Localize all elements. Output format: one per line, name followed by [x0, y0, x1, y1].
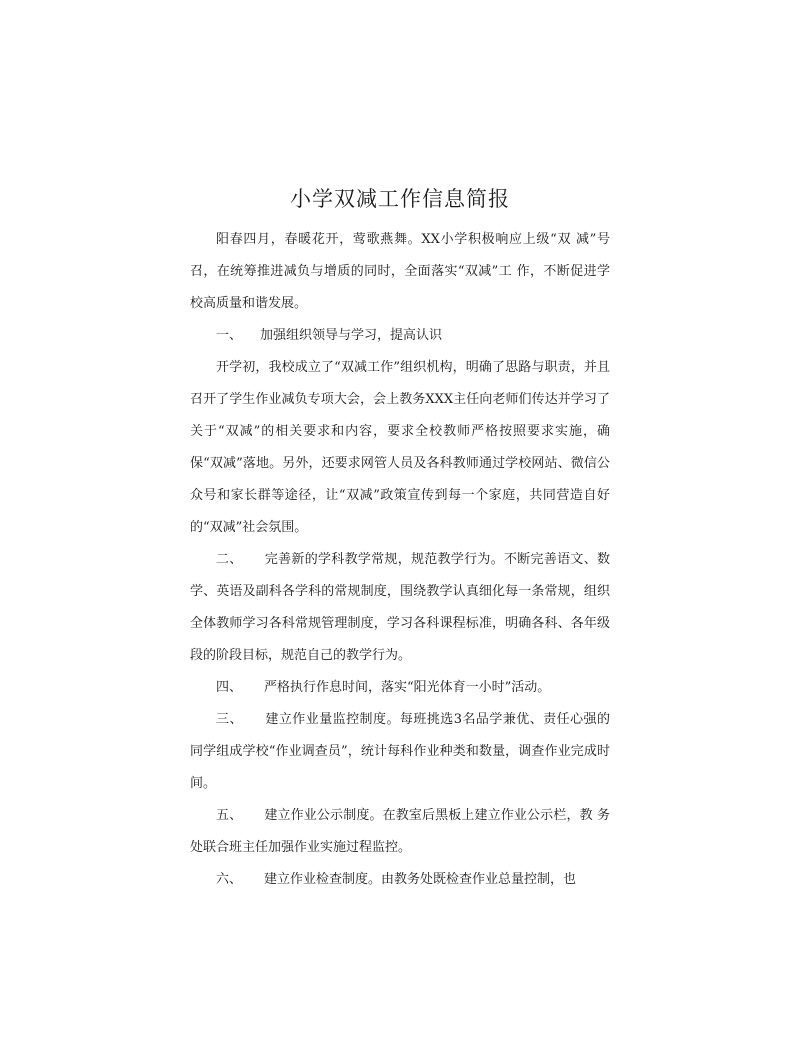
section-heading-text-1: 加强组织领导与学习，提高认识: [260, 328, 443, 343]
section-paragraph-5: [190, 800, 610, 864]
section-paragraph-6: [190, 864, 610, 896]
document-page: [190, 182, 610, 896]
section-paragraph-3: [190, 672, 610, 704]
document-title: 小学双减工作信息简报: [290, 187, 510, 211]
section-number-1: 一、: [216, 328, 243, 343]
section-number-5: 五、: [216, 808, 243, 823]
section-text-3: 严格执行作息时间，落实“阳光体育一小时”活动。: [264, 680, 551, 695]
section-paragraph-4: [190, 704, 610, 800]
section-text-5: 建立作业公示制度。在教室后黑板上建立作业公示栏，教 务处联合班主任加强作业实施过程监控。: [190, 808, 610, 855]
section-number-2: 二、: [216, 552, 243, 567]
section-text-4: 建立作业量监控制度。每班挑选3名品学兼优、责任心强的同学组成学校“作业调查员”，统计每科作业种类和数量，调查作业完成时间。: [190, 712, 610, 791]
section-body-1: 开学初，我校成立了“双减工作”组织机构，明确了思路与职责，并且召开了学生作业减负专项大会，会上教务XXX主任向老师们传达并学习了关于“双减”的相关要求和内容，要求全校教师严格按照要求实施，确保“双减”落地。另外，还要求网管人员及各科教师通过学校网站、微信公众号和家长群等途径，让“双减”政策宣传到每一个家庭，共同营造自好的“双减”社会氛围。: [190, 360, 610, 535]
section-text-6: 建立作业检查制度。由教务处既检查作业总量控制，也: [264, 872, 577, 887]
section-paragraph-2: [190, 544, 610, 672]
section-number-3: 四、: [216, 680, 243, 695]
section-number-4: 三、: [216, 712, 243, 727]
section-heading-1: [190, 320, 610, 352]
intro-paragraph: 阳春四月，春暖花开，莺歌燕舞。XX小学积极响应上级“双 减”号召，在统筹推进减负与增质的同时，全面落实“双减”工 作，不断促进学校高质量和谐发展。: [190, 232, 610, 311]
section-number-6: 六、: [216, 872, 243, 887]
section-text-2: 完善新的学科教学常规，规范教学行为。不断完善语文、数学、英语及副科各学科的常规制度，围绕教学认真细化每一条常规，组织全体教师学习各科常规管理制度，学习各科课程标准，明确各科、各年级段的阶段目标，规范自己的教学行为。: [190, 552, 610, 663]
